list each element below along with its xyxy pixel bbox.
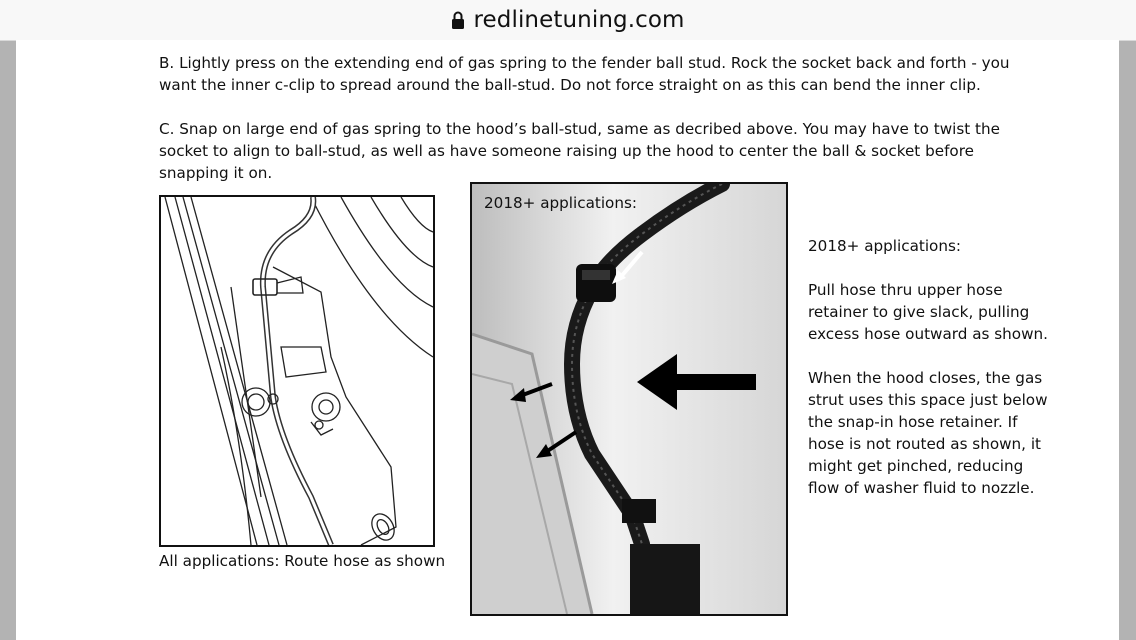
side-pull-text: Pull hose thru upper hose retainer to give slack, pulling excess hose outward as shown. [808, 281, 1048, 343]
side-heading: 2018+ applications: [808, 237, 962, 255]
left-figure-caption: All applications: Route hose as shown [159, 552, 446, 570]
line-drawing-illustration [161, 197, 433, 545]
side-closes-text: When the hood closes, the gas strut uses this space just below the snap-in hose retainer. If hose is not routed as shown, it might get pinched, reducing flow of washer fluid to nozzle. [808, 369, 1048, 497]
url-display[interactable] [451, 7, 684, 33]
hose-routing-diagram [159, 195, 435, 547]
url-text: redlinetuning.com [473, 7, 685, 33]
side-instructions [808, 235, 1048, 521]
photo-illustration [472, 184, 786, 614]
instruction-step-b: B. Lightly press on the extending end of gas spring to the fender ball stud. Rock the socket back and forth - you want the inner c-clip to spread around the ball-stud. Do not force straight on as this can bend the inner clip. [159, 54, 1010, 94]
browser-address-bar[interactable] [0, 0, 1136, 41]
instruction-step-c: C. Snap on large end of gas spring to the hood’s ball-stud, same as decribed above. You may have to twist the socket to align to ball-stud, as well as have someone raising up the hood to center the ball & socket before snapping it on. [159, 120, 1000, 182]
photo-label: 2018+ applications: [484, 194, 638, 212]
hose-photo [470, 182, 788, 616]
lock-icon [451, 10, 465, 30]
document-page [16, 40, 1119, 640]
